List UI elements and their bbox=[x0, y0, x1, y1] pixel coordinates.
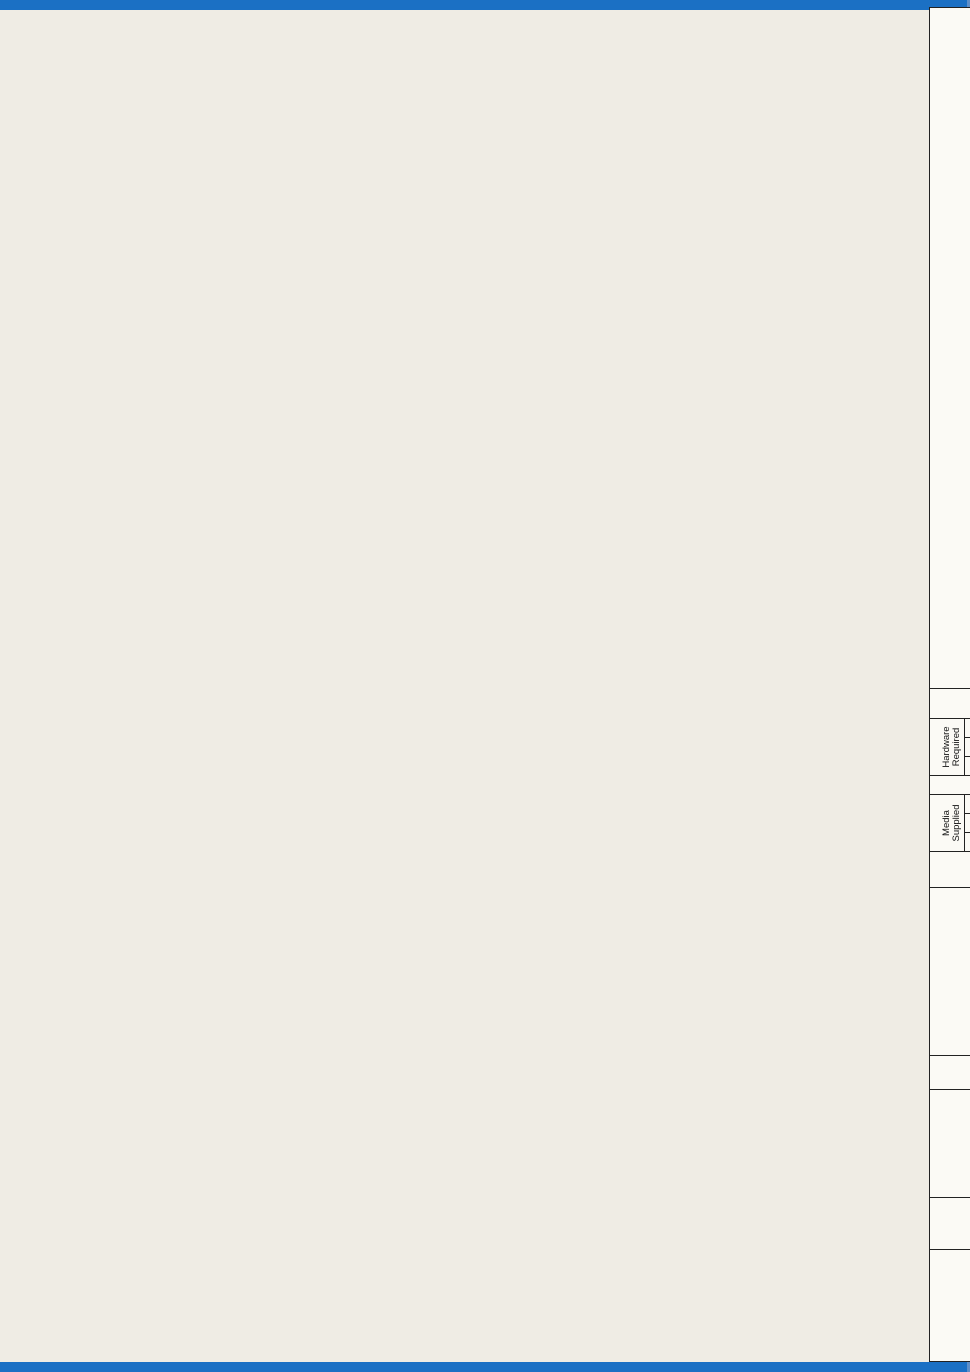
header-cartridge bbox=[965, 795, 970, 814]
header-other-versions bbox=[930, 1056, 970, 1090]
header-title bbox=[930, 888, 970, 1056]
software-table bbox=[929, 7, 970, 1362]
header-memory bbox=[930, 852, 970, 888]
header-mail-order bbox=[930, 776, 970, 795]
bottom-blue-border bbox=[0, 1362, 968, 1372]
top-blue-border bbox=[0, 0, 968, 10]
header-disk bbox=[965, 814, 970, 833]
header-group-row bbox=[930, 8, 965, 1362]
header-hardware-required: Hardware Required bbox=[930, 719, 965, 776]
header-other-hardware bbox=[965, 719, 970, 738]
header-machine bbox=[930, 1090, 970, 1198]
header-comments bbox=[930, 8, 970, 689]
header-cassette bbox=[965, 833, 970, 852]
header-price bbox=[930, 1198, 970, 1250]
header-media-supplied: Media Supplied bbox=[930, 795, 965, 852]
header-category bbox=[930, 1250, 970, 1362]
header-disk-drive bbox=[965, 757, 970, 776]
header-publisher bbox=[930, 689, 970, 719]
software-directory-page bbox=[929, 7, 970, 1362]
header-joystick bbox=[965, 738, 970, 757]
